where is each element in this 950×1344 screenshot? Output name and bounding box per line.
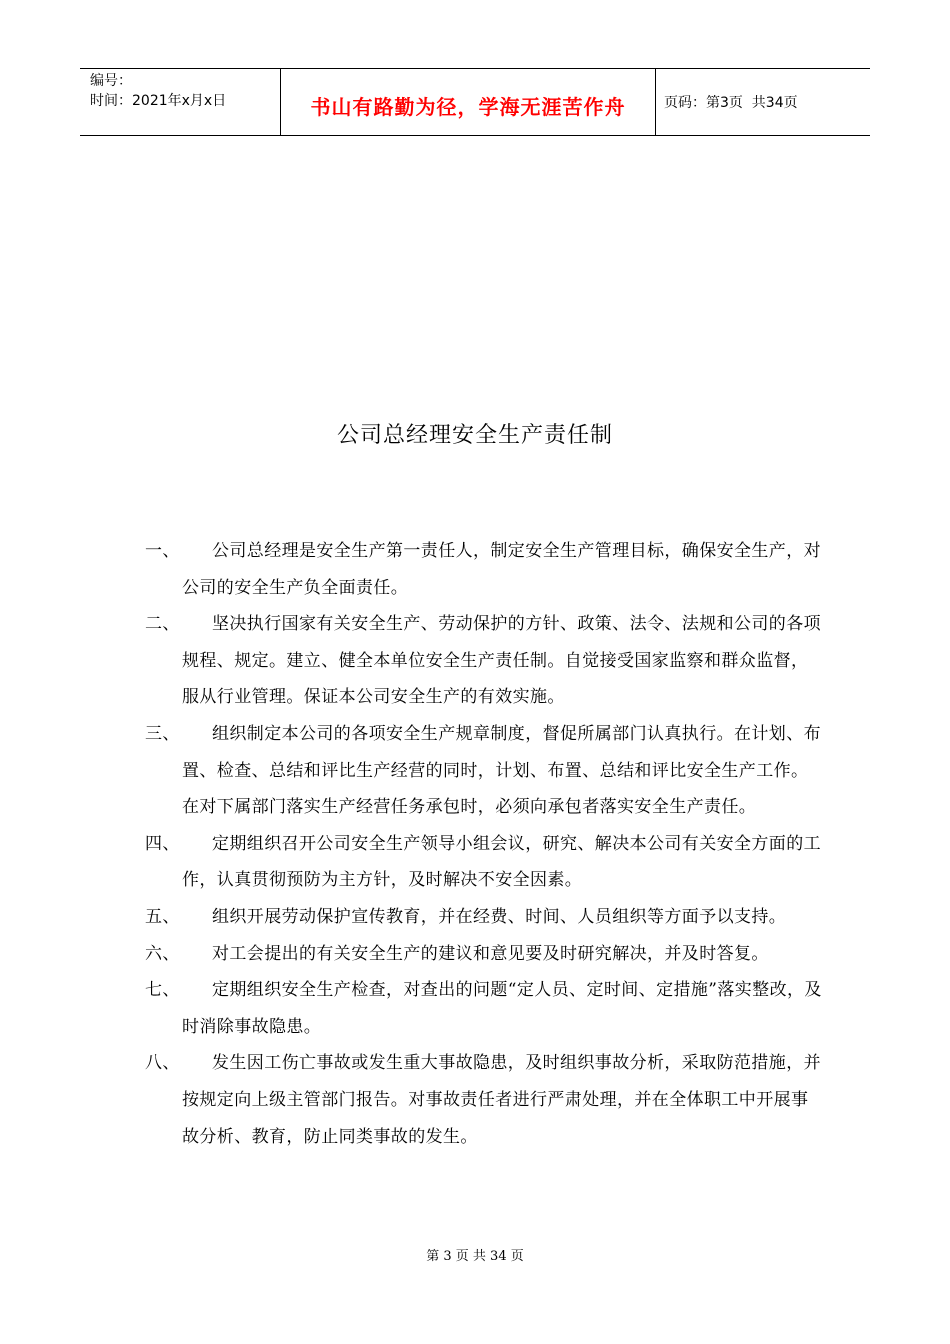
item-number: 七、 xyxy=(145,980,180,1001)
item-text: 组织制定本公司的各项安全生产规章制度，督促所属部门认真执行。在计划、布置、检查、总结和评比生产经营的同时，计划、布置、总结和评比安全生产工作。在对下属部门落实生产经营任务承包时，必须向承包者落实安全生产责任。 xyxy=(182,723,821,818)
item-text: 坚决执行国家有关安全生产、劳动保护的方针、政策、法令、法规和公司的各项规程、规定。建立、健全本单位安全生产责任制。自觉接受国家监察和群众监督，服从行业管理。保证本公司安全生产的有效实施。 xyxy=(182,614,821,708)
item-number: 八、 xyxy=(145,1053,180,1074)
list-item xyxy=(145,1045,825,1155)
item-number: 六、 xyxy=(145,943,180,964)
item-text: 公司总经理是安全生产第一责任人，制定安全生产管理目标，确保安全生产，对公司的安全生产负全面责任。 xyxy=(182,541,821,598)
time-label: 时间：2021年x月x日 xyxy=(90,93,227,109)
motto-text: 书山有路勤为径，学海无涯苦作舟 xyxy=(310,94,626,119)
list-item xyxy=(145,533,825,606)
list-item xyxy=(145,716,825,826)
item-text: 组织开展劳动保护宣传教育，并在经费、时间、人员组织等方面予以支持。 xyxy=(212,906,787,927)
item-number: 五、 xyxy=(145,906,180,927)
list-item xyxy=(145,899,825,936)
document-title: 公司总经理安全生产责任制 xyxy=(336,423,613,448)
item-number: 三、 xyxy=(145,723,180,744)
page-header xyxy=(80,68,870,136)
responsibility-list xyxy=(145,533,825,1155)
item-number: 一、 xyxy=(145,541,180,561)
list-item xyxy=(145,606,825,716)
list-item xyxy=(145,972,825,1045)
list-item xyxy=(145,826,825,899)
header-page-cell xyxy=(656,69,870,135)
item-number: 四、 xyxy=(145,833,180,854)
page-info: 页码：第3页 共34页 xyxy=(664,95,798,111)
header-meta-cell xyxy=(80,69,281,135)
item-number: 二、 xyxy=(145,614,180,635)
list-item xyxy=(145,936,825,973)
item-text: 发生因工伤亡事故或发生重大事故隐患，及时组织事故分析，采取防范措施，并按规定向上级主管部门报告。对事故责任者进行严肃处理，并在全体职工中开展事故分析、教育，防止同类事故的发生。 xyxy=(182,1053,821,1147)
page-footer: 第 3 页 共 34 页 xyxy=(426,1249,524,1264)
item-text: 定期组织召开公司安全生产领导小组会议，研究、解决本公司有关安全方面的工作，认真贯彻预防为主方针，及时解决不安全因素。 xyxy=(182,833,821,891)
header-motto-cell xyxy=(281,69,656,135)
item-text: 对工会提出的有关安全生产的建议和意见要及时研究解决，并及时答复。 xyxy=(212,943,769,964)
item-text: 定期组织安全生产检查，对查出的问题“定人员、定时间、定措施”落实整改，及时消除事故隐患。 xyxy=(182,980,822,1037)
number-label: 编号： xyxy=(90,73,132,89)
